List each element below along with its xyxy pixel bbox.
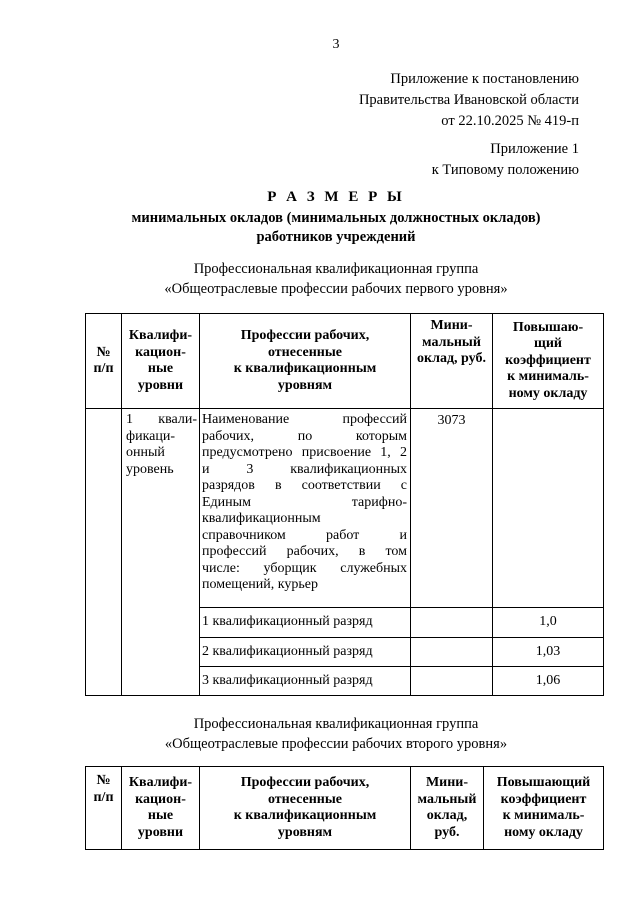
document-title: Р А З М Е Р Ы [267, 189, 405, 205]
grade-name: 3 квалификационный разряд [200, 667, 411, 696]
group2-heading [0, 714, 640, 754]
min-salary-value: 3073 [411, 409, 493, 608]
appendix-header [359, 69, 579, 132]
header-number: № п/п [86, 314, 122, 409]
group1-heading-line: Профессиональная квалификационная группа [193, 261, 479, 277]
qual-level-cell: 1 квали- фикаци- онный уровень [122, 409, 200, 696]
subtitle-line: минимальных окладов (минимальных должностных окладов) [131, 210, 541, 226]
table-header-row [86, 314, 604, 409]
grade-name: 1 квалификационный разряд [200, 608, 411, 638]
group1-table [85, 313, 604, 696]
header-coefficient: Повышаю- щий коэффициент к минималь- ному окладу [493, 314, 604, 409]
table-header-row [86, 767, 604, 850]
row-number-cell [86, 409, 122, 696]
group2-heading-line: Профессиональная квалификационная группа [193, 716, 479, 732]
profession-description: Наименование профессий рабочих, по которым предусмотрено присвоение 1, 2 и 3 квалификационных разрядов в соответствии с Единым тарифно- квалификационным справочником работ и профессий рабочих, в том числе: уборщик служебных помещений, курьер [200, 409, 411, 608]
grade-coefficient: 1,0 [493, 608, 604, 638]
empty-salary-cell [411, 608, 493, 638]
grade-coefficient: 1,06 [493, 667, 604, 696]
empty-salary-cell [411, 667, 493, 696]
appendix-ref-line: к Типовому положению [431, 162, 579, 178]
header-min-salary: Мини- мальный оклад, руб. [411, 314, 493, 409]
grade-name: 2 квалификационный разряд [200, 638, 411, 667]
header-coefficient: Повышающий коэффициент к минималь- ному окладу [484, 767, 604, 850]
header-qual-level: Квалифи- кацион- ные уровни [122, 767, 200, 850]
header-number: № п/п [86, 767, 122, 850]
empty-salary-cell [411, 638, 493, 667]
group1-heading [0, 259, 640, 299]
coefficient-empty-cell [493, 409, 604, 608]
table-row [86, 409, 604, 608]
subtitle-line: работников учреждений [256, 229, 416, 245]
header-qual-level: Квалифи- кацион- ные уровни [122, 314, 200, 409]
group1-heading-line: «Общеотраслевые профессии рабочих первого уровня» [164, 281, 508, 297]
header-min-salary: Мини- мальный оклад, руб. [411, 767, 484, 850]
header-professions: Профессии рабочих, отнесенные к квалификационным уровням [200, 314, 411, 409]
grade-coefficient: 1,03 [493, 638, 604, 667]
header-professions: Профессии рабочих, отнесенные к квалификационным уровням [200, 767, 411, 850]
appendix-header-line: Правительства Ивановской области [358, 92, 579, 108]
appendix-ref-line: Приложение 1 [490, 141, 579, 157]
document-subtitle [0, 209, 640, 247]
page-number: 3 [332, 37, 340, 52]
group2-table [85, 766, 604, 850]
group2-heading-line: «Общеотраслевые профессии рабочих второго уровня» [164, 736, 508, 752]
appendix-ref [432, 139, 579, 181]
appendix-header-line: Приложение к постановлению [390, 71, 579, 87]
appendix-header-line: от 22.10.2025 № 419-п [441, 113, 579, 129]
